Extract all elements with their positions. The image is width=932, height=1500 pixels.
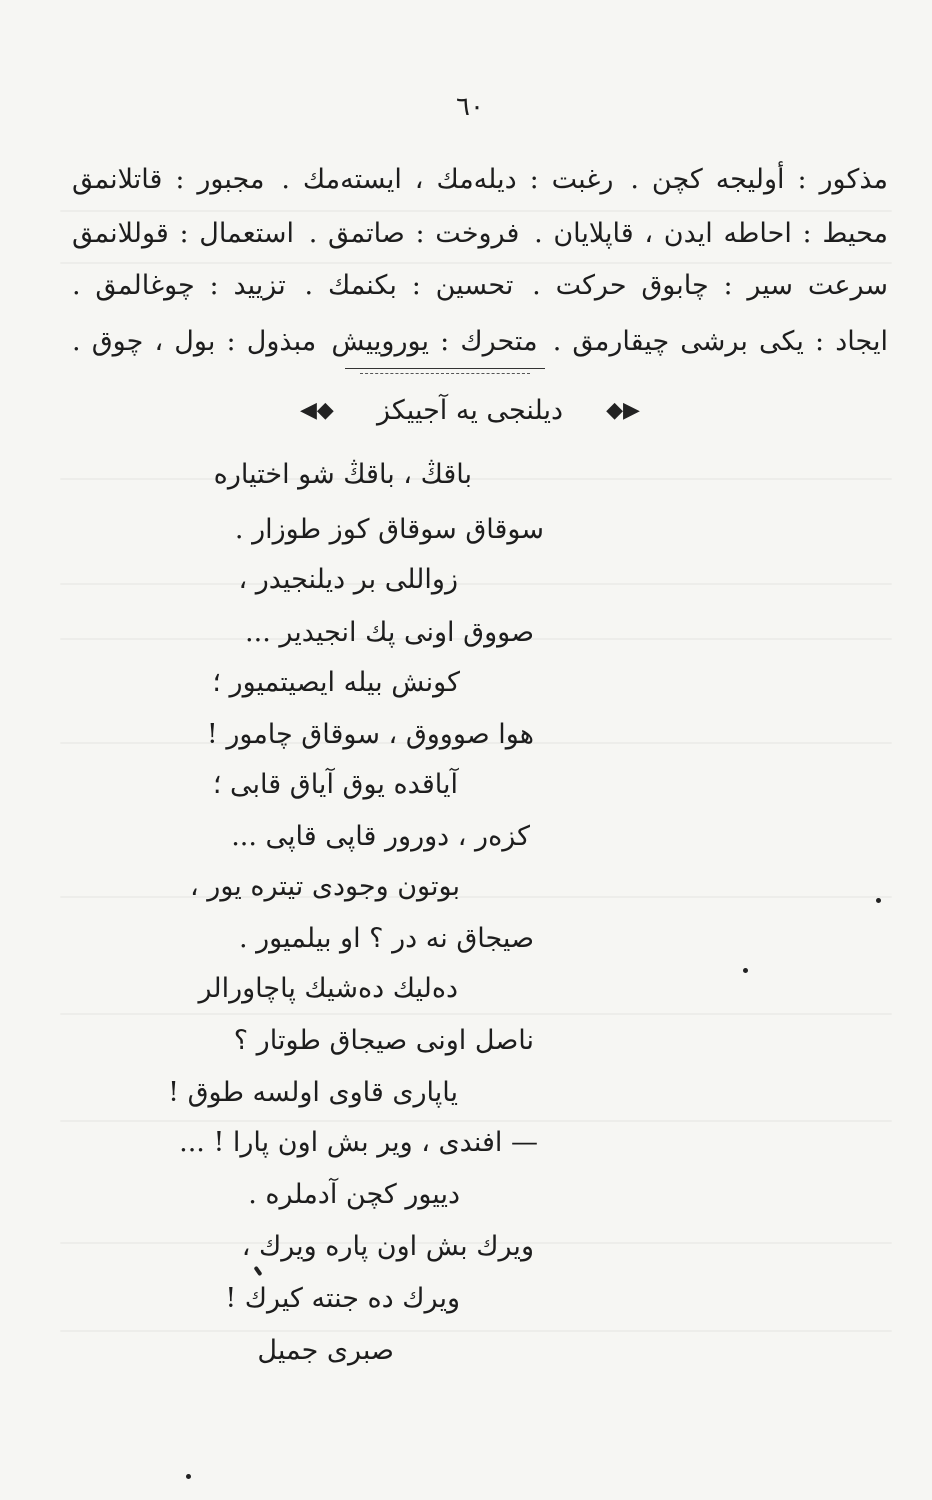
poem-line: ناصل اونى صيجاق طوتار ؟ — [233, 1025, 534, 1056]
poem-line: زواللى بر ديلنجيدر ، — [238, 564, 458, 595]
poem-line: باقڭ ، باقڭ شو اختيارە — [213, 459, 472, 490]
poem-title — [300, 395, 640, 426]
vocabulary-entry: مبذول : بول ، چوق . — [72, 326, 317, 357]
bleed-through-mark — [60, 583, 892, 585]
bleed-through-mark — [60, 478, 892, 480]
right-ornament-icon: ◆▶ — [606, 397, 640, 423]
vocabulary-line-1 — [70, 160, 890, 200]
bleed-through-mark — [60, 210, 892, 212]
print-speck — [186, 1474, 191, 1479]
vocabulary-entry: سرعت سير : چابوق حركت . — [532, 270, 889, 301]
bleed-through-mark — [60, 1120, 892, 1122]
poem-line: سوقاق سوقاق كوز طوزار . — [234, 514, 544, 545]
vocabulary-entry: فروخت : صاتمق . — [308, 218, 520, 249]
vocabulary-entry: رغبت : ديلەمك ، ايستەمك . — [281, 164, 614, 195]
left-ornament-icon: ◀◆ — [300, 397, 334, 423]
poem-line: آياقده يوق آياق قابى ؛ — [212, 769, 458, 800]
poem-line: ويرك ده جنته كيرك ! — [225, 1283, 460, 1314]
poem-line: دييور كچن آدملره . — [248, 1179, 460, 1210]
poem-line: دەليك دەشيك پاچاورالر — [198, 973, 458, 1004]
poem-line: ياپارى قاوى اولسه طوق ! — [168, 1077, 458, 1108]
poem-line: هوا صوووق ، سوقاق چامور ! — [206, 719, 534, 750]
print-speck — [743, 968, 748, 973]
poem-line: صيجاق نه در ؟ او بيلميور . — [238, 923, 534, 954]
poem-line: — افندى ، وير بش اون پارا ! ... — [179, 1127, 538, 1158]
page-number: ٦٠ — [456, 92, 484, 122]
poem-line: كزەر ، دورور قاپى قاپى ... — [231, 821, 530, 852]
vocabulary-line-2 — [70, 214, 890, 254]
bleed-through-mark — [60, 1330, 892, 1332]
bleed-through-mark — [60, 896, 892, 898]
bleed-through-mark — [60, 1013, 892, 1015]
poem-line: بوتون وجودى تيتره يور ، — [190, 871, 460, 902]
poem-line: كونش بيله ايصيتميور ؛ — [212, 667, 460, 698]
poem-line: صووق اونى پك انجيدير ... — [245, 617, 534, 648]
print-speck — [876, 898, 881, 903]
vocabulary-entry: تحسين : بكنمك . — [304, 270, 514, 301]
bleed-through-mark — [60, 262, 892, 264]
vocabulary-entry: استعمال : قوللانمق — [72, 218, 295, 249]
vocabulary-entry: مذكور : أوليجه كچن . — [630, 164, 888, 195]
vocabulary-entry: مجبور : قاتلانمق — [72, 164, 265, 195]
print-speck — [253, 1266, 262, 1276]
section-divider — [345, 368, 545, 369]
vocabulary-entry: متحرك : يوروييش — [331, 326, 538, 357]
section-divider-wavy — [360, 373, 530, 374]
poem-title-text: ديلنجى يه آجييكز — [376, 395, 563, 426]
vocabulary-entry: ايجاد : يكى برشى چيقارمق . — [552, 326, 888, 357]
poem-author: صبرى جميل — [257, 1335, 394, 1366]
vocabulary-line-4 — [70, 322, 890, 362]
vocabulary-entry: تزييد : چوغالمق . — [72, 270, 286, 301]
poem-line: ويرك بش اون پاره ويرك ، — [241, 1231, 534, 1262]
vocabulary-line-3 — [70, 266, 890, 306]
vocabulary-entry: محيط : احاطه ايدن ، قاپلايان . — [534, 218, 888, 249]
